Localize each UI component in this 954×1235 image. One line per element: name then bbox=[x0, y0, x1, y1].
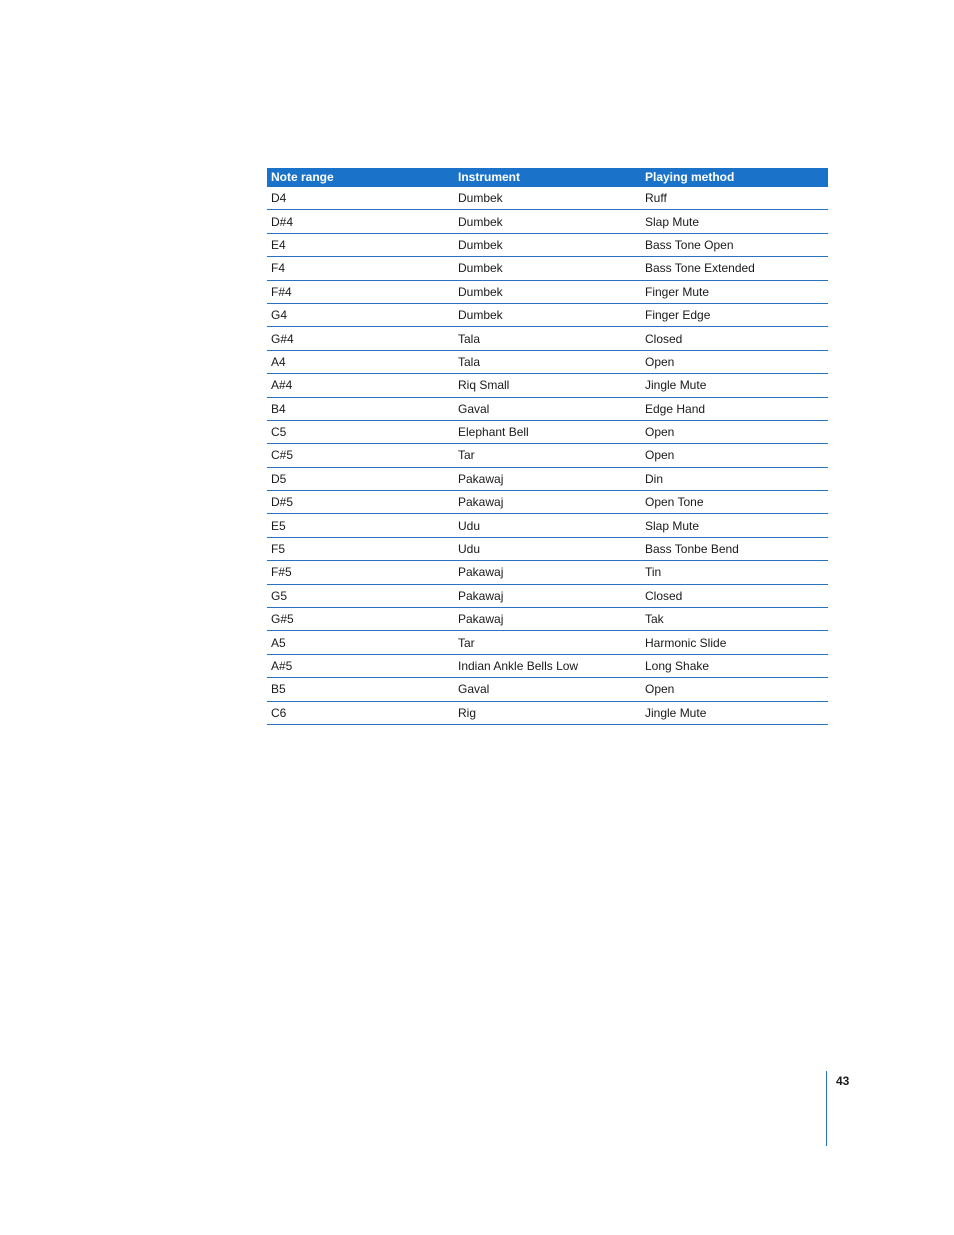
cell-playing-method: Edge Hand bbox=[641, 397, 828, 420]
cell-note-range: E5 bbox=[267, 514, 454, 537]
cell-instrument: Pakawaj bbox=[454, 467, 641, 490]
table-row bbox=[267, 374, 828, 397]
cell-instrument: Pakawaj bbox=[454, 608, 641, 631]
cell-instrument: Pakawaj bbox=[454, 491, 641, 514]
cell-note-range: F#5 bbox=[267, 561, 454, 584]
cell-note-range: D#4 bbox=[267, 210, 454, 233]
table-row bbox=[267, 444, 828, 467]
cell-playing-method: Finger Edge bbox=[641, 303, 828, 326]
table-row bbox=[267, 654, 828, 677]
cell-note-range: C#5 bbox=[267, 444, 454, 467]
cell-note-range: A4 bbox=[267, 350, 454, 373]
cell-playing-method: Slap Mute bbox=[641, 514, 828, 537]
table-row bbox=[267, 537, 828, 560]
table-row bbox=[267, 350, 828, 373]
cell-playing-method: Long Shake bbox=[641, 654, 828, 677]
table-header-row bbox=[267, 168, 828, 187]
cell-instrument: Dumbek bbox=[454, 210, 641, 233]
cell-instrument: Dumbek bbox=[454, 233, 641, 256]
table-row bbox=[267, 280, 828, 303]
cell-playing-method: Din bbox=[641, 467, 828, 490]
header-note-range: Note range bbox=[267, 168, 454, 187]
table-row bbox=[267, 631, 828, 654]
instrument-mapping-table-container bbox=[267, 168, 828, 725]
cell-note-range: G#4 bbox=[267, 327, 454, 350]
cell-playing-method: Bass Tone Open bbox=[641, 233, 828, 256]
cell-instrument: Pakawaj bbox=[454, 561, 641, 584]
cell-note-range: E4 bbox=[267, 233, 454, 256]
cell-instrument: Dumbek bbox=[454, 280, 641, 303]
cell-instrument: Dumbek bbox=[454, 187, 641, 210]
table-row bbox=[267, 701, 828, 724]
cell-instrument: Tar bbox=[454, 444, 641, 467]
cell-note-range: C5 bbox=[267, 420, 454, 443]
cell-instrument: Tala bbox=[454, 327, 641, 350]
table-row bbox=[267, 467, 828, 490]
table-row bbox=[267, 210, 828, 233]
cell-instrument: Gaval bbox=[454, 678, 641, 701]
table-row bbox=[267, 561, 828, 584]
cell-note-range: B5 bbox=[267, 678, 454, 701]
cell-playing-method: Finger Mute bbox=[641, 280, 828, 303]
cell-playing-method: Closed bbox=[641, 327, 828, 350]
cell-note-range: F4 bbox=[267, 257, 454, 280]
table-row bbox=[267, 397, 828, 420]
cell-instrument: Indian Ankle Bells Low bbox=[454, 654, 641, 677]
cell-playing-method: Open Tone bbox=[641, 491, 828, 514]
cell-instrument: Dumbek bbox=[454, 257, 641, 280]
cell-note-range: G4 bbox=[267, 303, 454, 326]
footer-divider bbox=[826, 1071, 827, 1146]
table-row bbox=[267, 303, 828, 326]
table-row bbox=[267, 514, 828, 537]
cell-playing-method: Open bbox=[641, 444, 828, 467]
header-playing-method: Playing method bbox=[641, 168, 828, 187]
table-row bbox=[267, 491, 828, 514]
cell-playing-method: Tin bbox=[641, 561, 828, 584]
cell-playing-method: Open bbox=[641, 350, 828, 373]
cell-note-range: F5 bbox=[267, 537, 454, 560]
table-header bbox=[267, 168, 828, 187]
cell-playing-method: Harmonic Slide bbox=[641, 631, 828, 654]
cell-playing-method: Open bbox=[641, 678, 828, 701]
cell-playing-method: Jingle Mute bbox=[641, 701, 828, 724]
cell-note-range: D5 bbox=[267, 467, 454, 490]
cell-instrument: Pakawaj bbox=[454, 584, 641, 607]
table-row bbox=[267, 678, 828, 701]
table-row bbox=[267, 233, 828, 256]
table-row bbox=[267, 257, 828, 280]
cell-playing-method: Ruff bbox=[641, 187, 828, 210]
header-instrument: Instrument bbox=[454, 168, 641, 187]
cell-note-range: D#5 bbox=[267, 491, 454, 514]
table-row bbox=[267, 584, 828, 607]
table-body bbox=[267, 187, 828, 724]
cell-note-range: G#5 bbox=[267, 608, 454, 631]
cell-playing-method: Bass Tonbe Bend bbox=[641, 537, 828, 560]
cell-playing-method: Closed bbox=[641, 584, 828, 607]
cell-note-range: F#4 bbox=[267, 280, 454, 303]
cell-note-range: A#5 bbox=[267, 654, 454, 677]
table-row bbox=[267, 327, 828, 350]
cell-note-range: A5 bbox=[267, 631, 454, 654]
cell-instrument: Gaval bbox=[454, 397, 641, 420]
instrument-mapping-table bbox=[267, 168, 828, 725]
cell-instrument: Riq Small bbox=[454, 374, 641, 397]
cell-playing-method: Slap Mute bbox=[641, 210, 828, 233]
cell-instrument: Tala bbox=[454, 350, 641, 373]
table-row bbox=[267, 608, 828, 631]
cell-instrument: Udu bbox=[454, 514, 641, 537]
cell-playing-method: Jingle Mute bbox=[641, 374, 828, 397]
page-number: 43 bbox=[836, 1074, 850, 1088]
cell-playing-method: Bass Tone Extended bbox=[641, 257, 828, 280]
cell-playing-method: Open bbox=[641, 420, 828, 443]
table-row bbox=[267, 420, 828, 443]
cell-instrument: Dumbek bbox=[454, 303, 641, 326]
cell-playing-method: Tak bbox=[641, 608, 828, 631]
cell-instrument: Elephant Bell bbox=[454, 420, 641, 443]
cell-note-range: A#4 bbox=[267, 374, 454, 397]
cell-note-range: D4 bbox=[267, 187, 454, 210]
cell-instrument: Udu bbox=[454, 537, 641, 560]
cell-note-range: G5 bbox=[267, 584, 454, 607]
cell-note-range: C6 bbox=[267, 701, 454, 724]
cell-instrument: Tar bbox=[454, 631, 641, 654]
cell-note-range: B4 bbox=[267, 397, 454, 420]
cell-instrument: Rig bbox=[454, 701, 641, 724]
table-row bbox=[267, 187, 828, 210]
